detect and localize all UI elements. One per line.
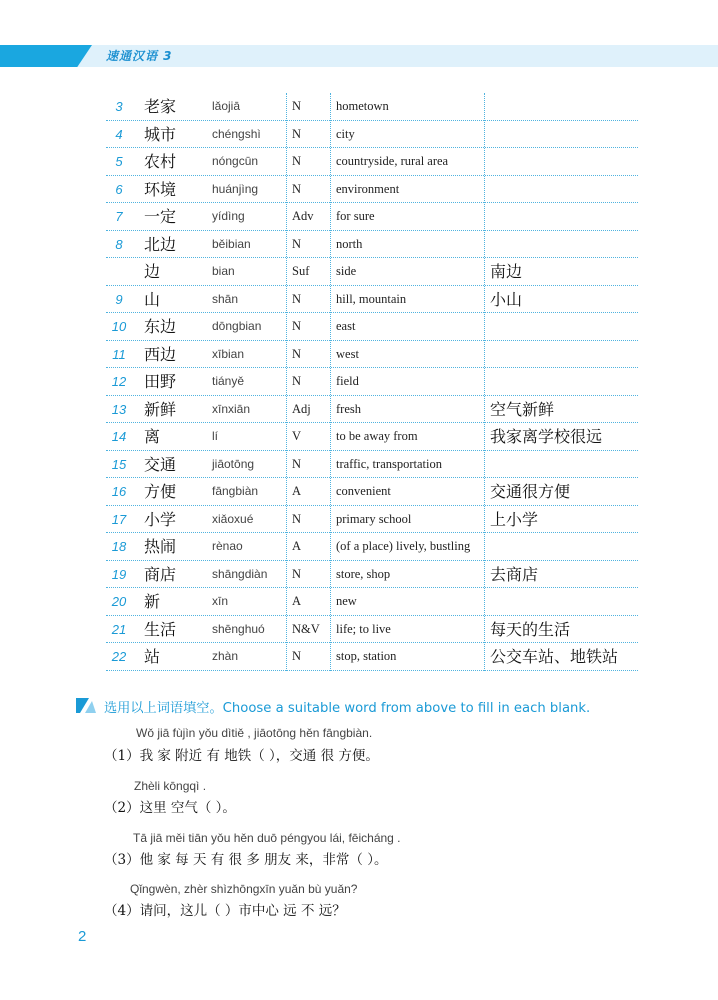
vocab-english: field — [336, 374, 359, 388]
vocab-english: fresh — [336, 401, 361, 416]
vocab-number: 18 — [111, 539, 127, 554]
vocab-english: for sure — [336, 209, 375, 223]
vocab-part-of-speech: V — [292, 429, 302, 443]
vocab-row — [106, 176, 638, 204]
header-tab — [0, 45, 92, 67]
vocab-english: primary school — [336, 511, 412, 526]
vocab-part-of-speech: A — [292, 594, 302, 608]
vocab-word: 城市 — [144, 124, 177, 144]
vocab-pinyin: dōngbian — [212, 319, 262, 333]
vocab-number: 4 — [115, 126, 123, 142]
vocab-pinyin: jiāotōng — [212, 456, 255, 471]
vocab-english: countryside, rural area — [336, 154, 449, 168]
flag-icon — [76, 698, 96, 713]
vocab-number: 5 — [115, 154, 123, 169]
vocab-pinyin: lí — [212, 429, 218, 443]
exercise-3-sentence: （3）他 家 每 天 有 很 多 朋友 来，非常（ ）。 — [104, 852, 388, 868]
vocab-example: 南边 — [490, 262, 523, 281]
vocab-pinyin: yídìng — [212, 209, 245, 223]
vocab-part-of-speech: N — [292, 126, 302, 141]
vocab-example: 上小学 — [490, 509, 539, 529]
vocab-part-of-speech: N — [292, 236, 302, 251]
vocab-part-of-speech: N — [292, 566, 302, 581]
vocab-row — [106, 258, 638, 286]
vocab-english: east — [336, 319, 356, 333]
vocab-pinyin: bian — [212, 264, 235, 278]
vocab-number: 10 — [111, 319, 127, 334]
vocab-number: 7 — [115, 209, 123, 224]
vocab-english: store, shop — [336, 566, 391, 581]
vocab-pinyin: běibian — [212, 236, 251, 251]
vocab-row — [106, 93, 638, 121]
exercise-1-sentence: （1）我 家 附近 有 地铁（ ），交通 很 方便。 — [104, 748, 379, 764]
vocab-word: 热闹 — [144, 537, 177, 556]
vocab-number: 6 — [115, 181, 123, 197]
vocab-pinyin: lǎojiā — [212, 99, 241, 113]
exercise-1-pinyin: Wǒ jiā fùjìn yǒu dìtiě , jiāotōng hěn fāngbiàn. — [136, 726, 373, 740]
vocab-example: 交通很方便 — [490, 482, 571, 501]
vocab-english: city — [336, 126, 355, 141]
vocab-pinyin: shān — [212, 291, 239, 306]
vocab-row — [106, 588, 638, 616]
vocab-part-of-speech: A — [292, 484, 302, 498]
vocab-number: 12 — [111, 374, 127, 389]
vocab-pinyin: shāngdiàn — [212, 566, 268, 581]
vocab-row — [106, 286, 638, 314]
vocab-row — [106, 203, 638, 231]
vocab-word: 东边 — [144, 317, 177, 336]
vocab-row — [106, 368, 638, 396]
vocab-example: 空气新鲜 — [490, 399, 555, 419]
vocab-english: north — [336, 236, 363, 251]
vocab-row — [106, 533, 638, 561]
vocab-table — [106, 93, 638, 671]
book-title: 速通汉语 3 — [106, 49, 173, 63]
vocab-number: 20 — [111, 594, 127, 609]
vocab-part-of-speech: N — [292, 511, 302, 526]
vocab-english: side — [336, 264, 357, 278]
vocab-example: 去商店 — [490, 564, 539, 584]
vocab-english: to be away from — [336, 429, 418, 443]
column-divider — [286, 93, 287, 671]
vocab-part-of-speech: N — [292, 649, 302, 663]
vocab-english: new — [336, 594, 357, 608]
vocab-english: (of a place) lively, bustling — [336, 539, 471, 553]
vocab-pinyin: rènao — [212, 539, 243, 553]
vocab-row — [106, 121, 638, 149]
vocab-pinyin: xībian — [212, 346, 245, 361]
vocab-pinyin: nóngcūn — [212, 154, 259, 168]
vocab-word: 边 — [144, 262, 161, 281]
vocab-part-of-speech: N — [292, 346, 302, 361]
vocab-number: 3 — [115, 99, 123, 114]
vocab-row — [106, 451, 638, 479]
vocab-part-of-speech: Adj — [292, 401, 311, 416]
vocab-word: 山 — [144, 289, 161, 309]
vocab-english: stop, station — [336, 649, 397, 663]
vocab-number: 16 — [111, 484, 127, 499]
vocab-english: environment — [336, 181, 400, 196]
vocab-number: 11 — [112, 346, 126, 362]
page-number: 2 — [78, 928, 87, 945]
vocab-word: 环境 — [144, 179, 177, 199]
vocab-row — [106, 313, 638, 341]
exercise-4-pinyin: Qǐngwèn, zhèr shìzhōngxīn yuǎn bù yuǎn? — [130, 882, 358, 896]
exercise-title: 选用以上词语填空。Choose a suitable word from above to fill in each blank. — [104, 701, 591, 716]
vocab-part-of-speech: N — [292, 154, 302, 168]
vocab-row — [106, 506, 638, 534]
vocab-word: 老家 — [144, 97, 177, 116]
vocab-example: 小山 — [490, 289, 523, 309]
vocab-example: 我家离学校很远 — [490, 427, 603, 446]
vocab-pinyin: xiǎoxué — [212, 511, 254, 526]
vocab-row — [106, 423, 638, 451]
vocab-number: 21 — [111, 621, 127, 637]
vocab-row — [106, 478, 638, 506]
vocab-row — [106, 643, 638, 671]
exercise-3-pinyin: Tā jiā měi tiān yǒu hěn duō péngyou lái, fēicháng . — [133, 831, 401, 845]
vocab-pinyin: xīnxiān — [212, 401, 251, 416]
vocab-part-of-speech: N&V — [292, 621, 320, 636]
vocab-word: 生活 — [144, 619, 177, 639]
vocab-number: 8 — [115, 236, 123, 252]
vocab-word: 站 — [144, 647, 161, 666]
vocab-part-of-speech: Suf — [292, 264, 310, 278]
vocab-row — [106, 396, 638, 424]
vocab-row — [106, 616, 638, 644]
column-divider — [484, 93, 485, 671]
vocab-english: convenient — [336, 484, 391, 498]
vocab-word: 西边 — [144, 344, 177, 364]
vocab-example: 每天的生活 — [490, 619, 571, 639]
vocab-part-of-speech: N — [292, 99, 302, 113]
vocab-part-of-speech: Adv — [292, 209, 314, 223]
vocab-word: 一定 — [144, 207, 177, 226]
vocab-row — [106, 561, 638, 589]
exercise-4-sentence: （4）请问，这儿（ ）市中心 远 不 远？ — [104, 903, 346, 919]
vocab-part-of-speech: N — [292, 181, 302, 196]
vocab-number: 9 — [115, 291, 123, 307]
vocab-row — [106, 341, 638, 369]
vocab-part-of-speech: N — [292, 319, 302, 333]
vocab-english: hill, mountain — [336, 291, 407, 306]
vocab-word: 新鲜 — [144, 399, 177, 419]
vocab-number: 14 — [111, 429, 127, 444]
vocab-english: west — [336, 346, 359, 361]
vocab-word: 商店 — [144, 564, 177, 584]
vocab-row — [106, 148, 638, 176]
vocab-example: 公交车站、地铁站 — [490, 647, 619, 666]
vocab-part-of-speech: N — [292, 374, 302, 388]
vocab-word: 方便 — [144, 482, 177, 501]
vocab-row — [106, 231, 638, 259]
vocab-word: 离 — [144, 427, 161, 446]
vocab-word: 交通 — [144, 454, 177, 474]
vocab-english: life; to live — [336, 621, 391, 636]
vocab-pinyin: huánjìng — [212, 181, 259, 196]
exercise-2-sentence: （2）这里 空气（ ）。 — [104, 800, 236, 816]
vocab-pinyin: shēnghuó — [212, 621, 265, 636]
vocab-part-of-speech: N — [292, 291, 302, 306]
vocab-pinyin: zhàn — [212, 649, 239, 663]
exercise-2-pinyin: Zhèli kōngqì . — [134, 779, 207, 793]
vocab-english: traffic, transportation — [336, 456, 442, 471]
vocab-word: 农村 — [144, 152, 177, 171]
vocab-pinyin: xīn — [212, 594, 229, 608]
vocab-number: 17 — [111, 511, 127, 527]
vocab-word: 新 — [144, 592, 161, 611]
vocab-number — [106, 258, 132, 285]
vocab-word: 北边 — [144, 234, 177, 254]
column-divider — [330, 93, 331, 671]
vocab-word: 小学 — [144, 509, 177, 529]
vocab-number: 13 — [111, 401, 127, 417]
vocab-pinyin: chéngshì — [212, 126, 261, 141]
vocab-pinyin: tiányě — [212, 374, 245, 388]
vocab-number: 22 — [111, 649, 127, 664]
vocab-word: 田野 — [144, 372, 177, 391]
vocab-pinyin: fāngbiàn — [212, 484, 259, 498]
vocab-english: hometown — [336, 99, 389, 113]
vocab-part-of-speech: A — [292, 539, 302, 553]
vocab-part-of-speech: N — [292, 456, 302, 471]
vocab-number: 15 — [111, 456, 127, 472]
vocab-number: 19 — [111, 566, 127, 582]
